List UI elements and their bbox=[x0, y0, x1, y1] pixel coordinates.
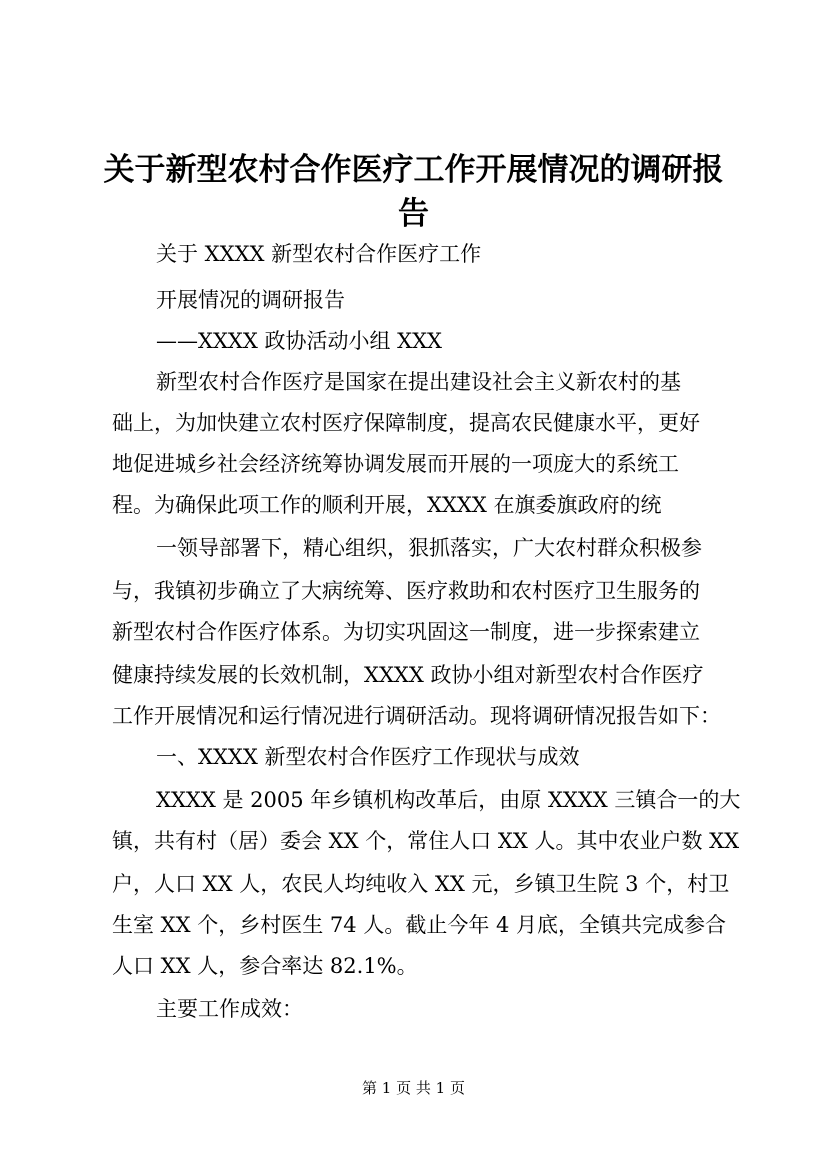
author-line: ——XXXX 政协活动小组 XXX bbox=[156, 329, 443, 353]
paragraph-line: 镇，共有村（居）委会 XX 个，常住人口 XX 人。其中农业户数 XX bbox=[112, 829, 740, 853]
title-line-2: 告 bbox=[398, 196, 429, 232]
subtitle-line-2: 开展情况的调研报告 bbox=[156, 288, 345, 312]
paragraph-line: 与，我镇初步确立了大病统筹、医疗救助和农村医疗卫生服务的 bbox=[112, 579, 700, 603]
paragraph-line: 一领导部署下，精心组织，狠抓落实，广大农村群众积极参 bbox=[156, 536, 702, 560]
paragraph-line: 生室 XX 个，乡村医生 74 人。截止今年 4 月底，全镇共完成参合 bbox=[112, 913, 727, 937]
subtitle-line-1: 关于 XXXX 新型农村合作医疗工作 bbox=[156, 242, 482, 266]
paragraph-line: 健康持续发展的长效机制，XXXX 政协小组对新型农村合作医疗 bbox=[112, 663, 704, 687]
page-number-footer: 第 1 页 共 1 页 bbox=[362, 1079, 465, 1097]
paragraph-line: 新型农村合作医疗体系。为切实巩固这一制度，进一步探索建立 bbox=[112, 620, 700, 644]
paragraph-line: 新型农村合作医疗是国家在提出建设社会主义新农村的基 bbox=[156, 370, 681, 394]
paragraph-line: XXXX 是 2005 年乡镇机构改革后，由原 XXXX 三镇合一的大 bbox=[156, 788, 741, 812]
paragraph-line: 人口 XX 人，参合率达 82.1%。 bbox=[112, 954, 418, 978]
section-heading: 一、XXXX 新型农村合作医疗工作现状与成效 bbox=[156, 745, 580, 769]
subsection-heading: 主要工作成效： bbox=[156, 997, 303, 1021]
paragraph-line: 地促进城乡社会经济统筹协调发展而开展的一项庞大的系统工 bbox=[112, 452, 679, 476]
paragraph-line: 程。为确保此项工作的顺利开展，XXXX 在旗委旗政府的统 bbox=[112, 493, 662, 517]
document-title bbox=[100, 148, 727, 236]
paragraph-line: 工作开展情况和运行情况进行调研活动。现将调研情况报告如下： bbox=[112, 704, 721, 728]
title-line-1: 关于新型农村合作医疗工作开展情况的调研报 bbox=[103, 152, 724, 188]
paragraph-line: 础上，为加快建立农村医疗保障制度，提高农民健康水平，更好 bbox=[112, 411, 700, 435]
paragraph-line: 户，人口 XX 人，农民人均纯收入 XX 元，乡镇卫生院 3 个，村卫 bbox=[112, 872, 730, 896]
